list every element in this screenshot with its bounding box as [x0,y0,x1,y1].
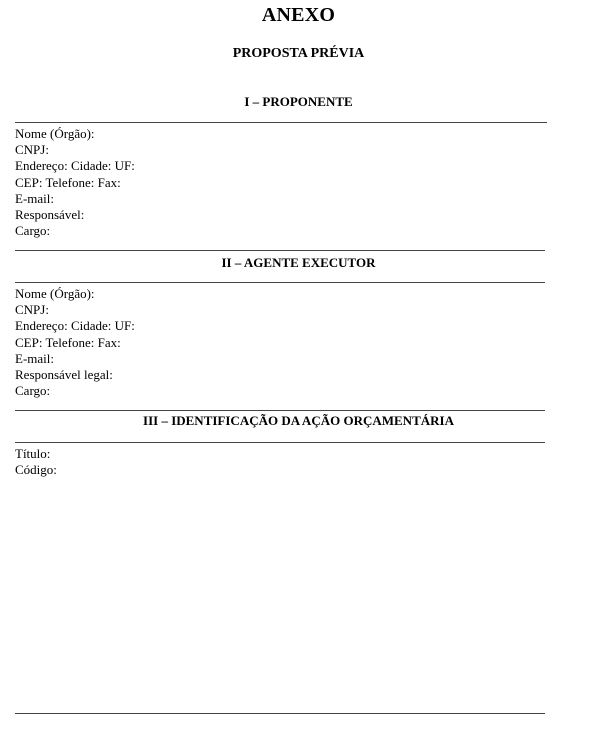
bottom-divider [15,713,545,714]
field-cargo: Cargo: [15,223,51,239]
field-responsavel: Responsável: [15,207,85,223]
field-codigo: Código: [15,462,57,478]
field-cep-telefone-fax: CEP: Telefone: Fax: [15,174,121,190]
section-fields-agente-executor [15,286,135,399]
section-divider [15,282,545,283]
section-fields-proponente [15,126,135,239]
field-email: E-mail: [15,350,54,366]
section-heading-agente-executor: II – AGENTE EXECUTOR [221,255,376,270]
section-divider [15,442,545,443]
field-cnpj: CNPJ: [15,142,49,158]
field-titulo: Título: [15,446,51,461]
field-nome-orgao: Nome (Órgão): [15,286,95,301]
field-cnpj: CNPJ: [15,302,49,318]
document-title: ANEXO [261,4,336,26]
field-cargo: Cargo: [15,383,51,399]
field-nome-orgao: Nome (Órgão): [15,126,95,141]
field-cep-telefone-fax: CEP: Telefone: Fax: [15,334,121,350]
section-heading-proponente: I – PROPONENTE [244,94,353,109]
section-divider [15,122,547,123]
section-divider [15,410,545,411]
section-divider [15,250,545,251]
document-subtitle: PROPOSTA PRÉVIA [232,46,365,61]
section-heading-identificacao-acao: III – IDENTIFICAÇÃO DA AÇÃO ORÇAMENTÁRIA [143,413,454,428]
field-endereco: Endereço: Cidade: UF: [15,318,135,334]
field-responsavel-legal: Responsável legal: [15,367,113,383]
field-endereco: Endereço: Cidade: UF: [15,158,135,174]
field-email: E-mail: [15,190,54,206]
section-fields-identificacao-acao [15,446,57,478]
